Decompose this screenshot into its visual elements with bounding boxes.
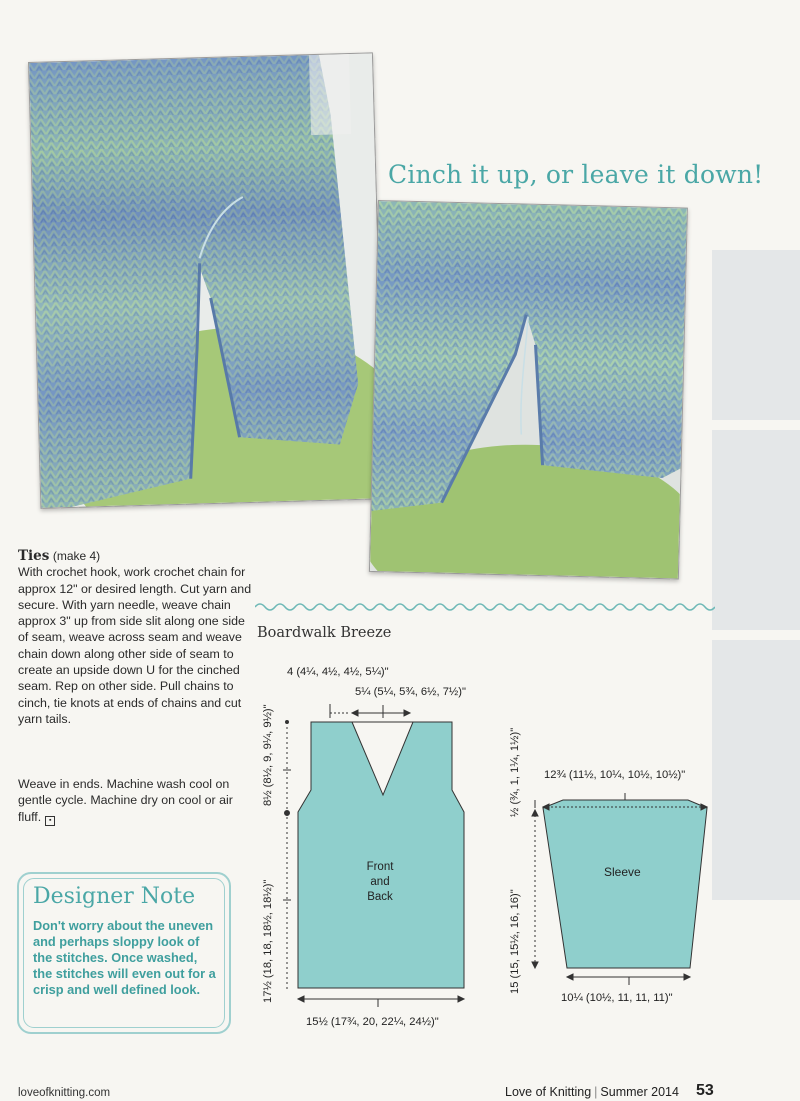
- ties-count: (make 4): [52, 549, 101, 563]
- sleeve-piece: [543, 800, 707, 968]
- ties-title: Ties: [18, 548, 50, 564]
- schematic-title: Boardwalk Breeze: [257, 625, 392, 641]
- sleeve-bottom-measurement: 10¼ (10½, 11, 11, 11)": [561, 992, 673, 1004]
- front-back-label: Front and Back: [366, 861, 394, 903]
- footer-url: loveofknitting.com: [18, 1087, 111, 1099]
- page-number: 53: [696, 1082, 714, 1099]
- headline: Cinch it up, or leave it down!: [388, 160, 764, 189]
- length-to-armhole-measurement: 17½ (18, 18, 18½, 18½)": [262, 879, 274, 1003]
- width-measurement: 15½ (17¾, 20, 22¼, 24½)": [306, 1016, 439, 1028]
- sleeve-label: Sleeve: [604, 865, 641, 879]
- footer-masthead: Love of Knitting | Summer 2014: [505, 1085, 679, 1099]
- end-of-pattern-icon: ▪: [45, 816, 55, 826]
- sleeve-cap-measurement: ½ (¾, 1, 1¼, 1½)": [509, 727, 521, 817]
- sleeve-top-measurement: 12¾ (11½, 10¼, 10½, 10½)": [544, 769, 686, 781]
- ties-body: With crochet hook, work crochet chain for approx 12" or desired length. Cut yarn and secure. With yarn needle, weave chain approx 3" up from side slit along one side of seam, weave across seam and weave chain down along other side of seam to create an upside down U for the cinched seam. Rep on other side. Pull chains to cinch, tie knots at ends of chains and cut yarn tails.: [18, 565, 252, 726]
- armhole-depth-measurement: 8½ (8½, 9, 9¼, 9½)": [262, 704, 274, 806]
- finishing-text: Weave in ends. Machine wash cool on gentle cycle. Machine dry on cool or air fluff.: [18, 777, 233, 824]
- designer-note-body: Don't worry about the uneven and perhaps sloppy look of the stitches. Once washed, the stitches will even out for a crisp and well defined look.: [33, 918, 216, 997]
- neck-measurement: 5¼ (5¼, 5¾, 6½, 7½)": [355, 686, 466, 698]
- sleeve-length-measurement: 15 (15, 15½, 16, 16)": [509, 889, 521, 994]
- shoulder-measurement: 4 (4¼, 4½, 4½, 5¼)": [287, 666, 389, 678]
- designer-note-title: Designer Note: [33, 884, 196, 909]
